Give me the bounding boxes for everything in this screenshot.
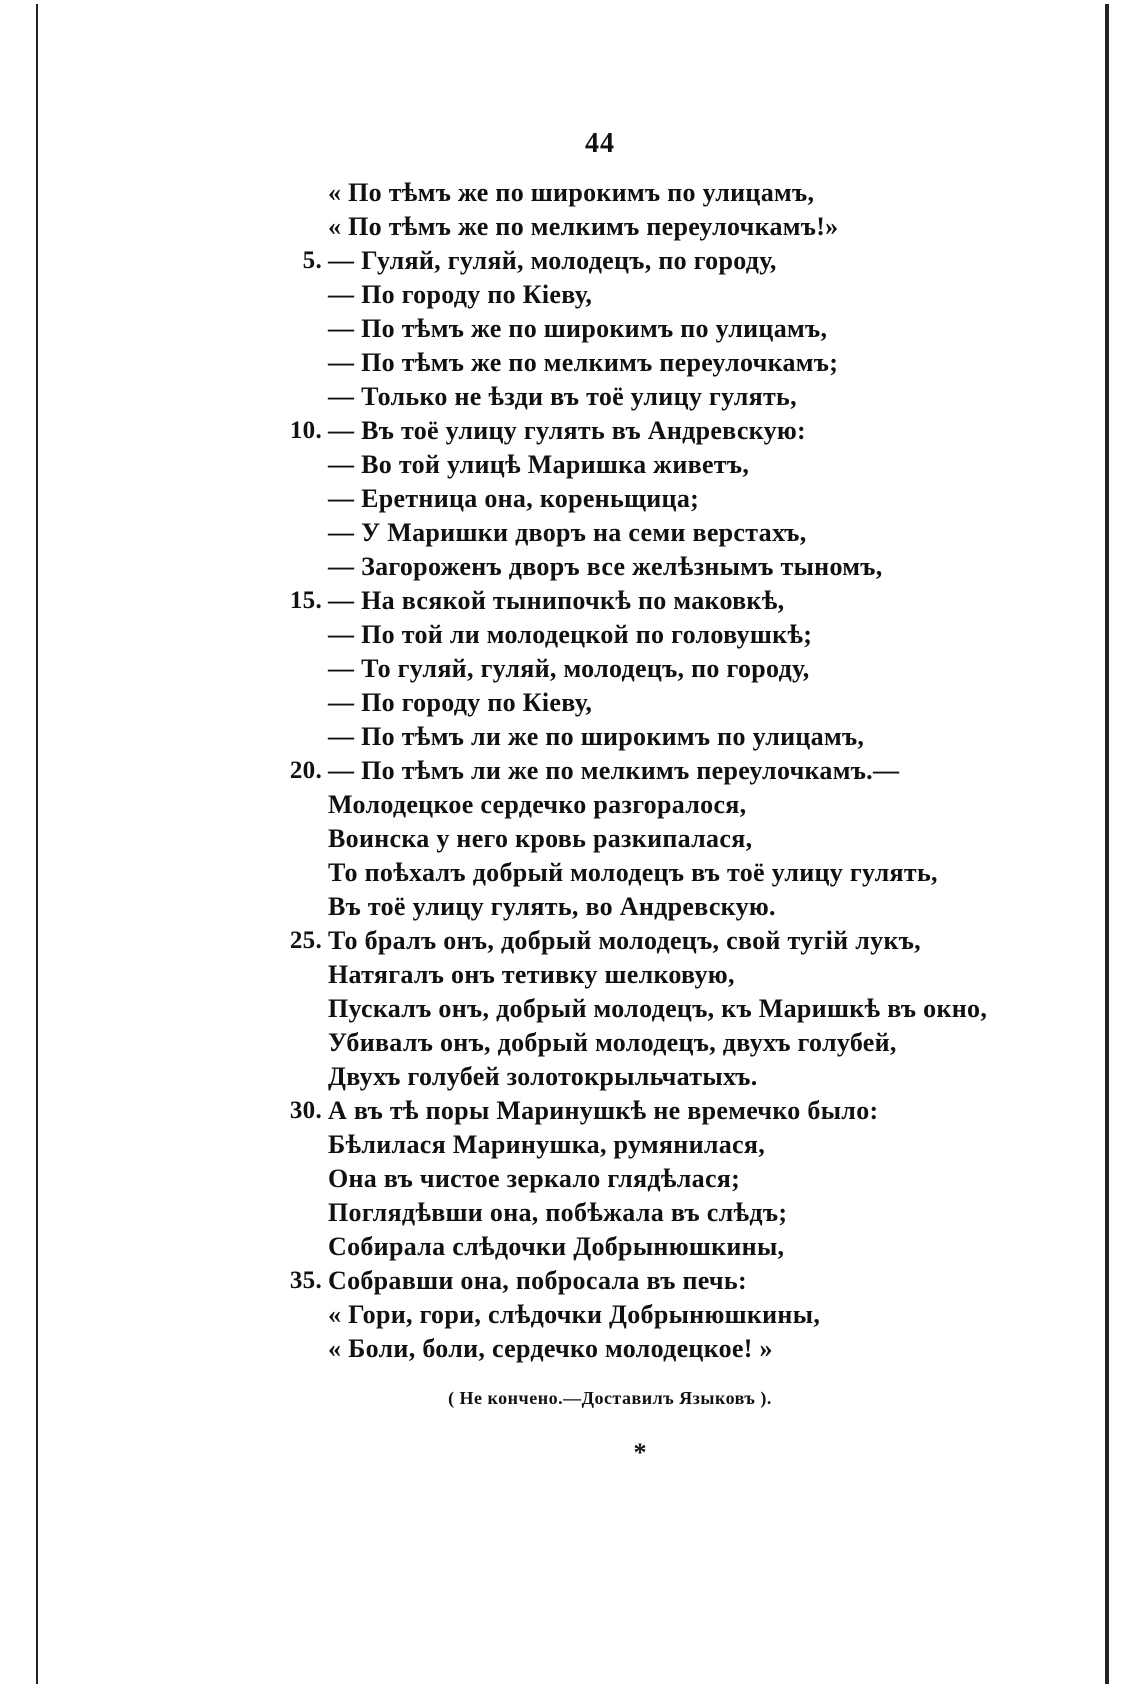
line-text: — У Маришки дворъ на семи верстахъ, <box>328 518 807 547</box>
poem-line <box>270 380 1050 414</box>
poem-line <box>270 176 1050 210</box>
line-text: Молодецкое сердечко разгоралося, <box>328 790 747 819</box>
line-text: — По городу по Кіеву, <box>328 280 593 309</box>
poem-line <box>270 720 1050 754</box>
line-number: 15. <box>289 587 322 614</box>
poem-line <box>270 1060 1050 1094</box>
line-text: « По тѣмъ же по мелкимъ переулочкамъ!» <box>328 212 839 241</box>
line-text: — Загороженъ дворъ все желѣзнымъ тыномъ, <box>328 552 883 581</box>
poem-line <box>270 890 1050 924</box>
line-text: — То гуляй, гуляй, молодецъ, по городу, <box>328 654 810 683</box>
line-text: Она въ чистое зеркало глядѣлася; <box>328 1164 741 1193</box>
poem-line <box>270 856 1050 890</box>
poem-line <box>270 1094 1050 1128</box>
poem-line <box>270 210 1050 244</box>
poem-line <box>270 1298 1050 1332</box>
line-text: Пускалъ онъ, добрый молодецъ, къ Маришкѣ въ окно, <box>328 994 988 1023</box>
poem-line <box>270 1332 1050 1366</box>
poem-line <box>270 1162 1050 1196</box>
line-text: — По тѣмъ же по широкимъ по улицамъ, <box>328 314 828 343</box>
line-text: — Еретница она, кореньщица; <box>328 484 700 513</box>
poem-line <box>270 1026 1050 1060</box>
line-text: « Боли, боли, сердечко молодецкое! » <box>328 1334 773 1363</box>
poem-line <box>270 788 1050 822</box>
ornament-asterisk: * <box>633 1438 647 1467</box>
poem-line <box>270 550 1050 584</box>
line-text: Собравши она, побросала въ печь: <box>328 1266 747 1295</box>
line-text: — По тѣмъ ли же по мелкимъ переулочкамъ.— <box>328 756 900 785</box>
line-text: — Гуляй, гуляй, молодецъ, по городу, <box>328 246 777 275</box>
poem-line <box>270 244 1050 278</box>
poem-line <box>270 924 1050 958</box>
line-text: — По городу по Кіеву, <box>328 688 593 717</box>
line-text: — По той ли молодецкой по головушкѣ; <box>328 620 813 649</box>
line-text: — На всякой тынипочкѣ по маковкѣ, <box>328 586 785 615</box>
line-text: Воинска у него кровь разкипалася, <box>328 824 753 853</box>
poem-line <box>270 414 1050 448</box>
poem-line <box>270 1230 1050 1264</box>
poem-line <box>270 652 1050 686</box>
poem-line <box>270 1196 1050 1230</box>
poem-line <box>270 448 1050 482</box>
line-number: 25. <box>289 927 322 954</box>
footnote-attribution: ( Не кончено.—Доставилъ Языковъ ). <box>448 1388 772 1408</box>
poem-line <box>270 346 1050 380</box>
line-text: « Гори, гори, слѣдочки Добрынюшкины, <box>328 1300 821 1329</box>
line-text: — Только не ѣзди въ тоё улицу гулять, <box>328 382 797 411</box>
line-text: То поѣхалъ добрый молодецъ въ тоё улицу гулять, <box>328 858 938 887</box>
line-text: Убивалъ онъ, добрый молодецъ, двухъ голубей, <box>328 1028 897 1057</box>
line-text: — По тѣмъ ли же по широкимъ по улицамъ, <box>328 722 865 751</box>
page-edge-right <box>1105 4 1109 1684</box>
poem-line <box>270 822 1050 856</box>
poem-line <box>270 312 1050 346</box>
poem-line <box>270 1264 1050 1298</box>
poem-line <box>270 1128 1050 1162</box>
line-text: Поглядѣвши она, побѣжала въ слѣдъ; <box>328 1198 788 1227</box>
line-text: « По тѣмъ же по широкимъ по улицамъ, <box>328 178 815 207</box>
poem-line <box>270 618 1050 652</box>
poem-line <box>270 516 1050 550</box>
poem-line <box>270 992 1050 1026</box>
page-number: 44 <box>585 128 615 159</box>
line-number: 5. <box>302 247 322 274</box>
line-text: Натягалъ онъ тетивку шелковую, <box>328 960 735 989</box>
poem-text <box>270 176 1050 1366</box>
line-text: — Во той улицѣ Маришка живетъ, <box>328 450 750 479</box>
line-text: Двухъ голубей золотокрыльчатыхъ. <box>328 1062 758 1091</box>
poem-line <box>270 584 1050 618</box>
line-text: То бралъ онъ, добрый молодецъ, свой тугій лукъ, <box>328 926 921 955</box>
page-edge-left <box>36 4 38 1684</box>
line-text: — По тѣмъ же по мелкимъ переулочкамъ; <box>328 348 839 377</box>
poem-line <box>270 958 1050 992</box>
poem-line <box>270 686 1050 720</box>
line-number: 10. <box>289 417 322 444</box>
line-text: Собирала слѣдочки Добрынюшкины, <box>328 1232 785 1261</box>
line-text: Бѣлилася Маринушка, румянилася, <box>328 1130 766 1159</box>
line-text: — Въ тоё улицу гулять въ Андревскую: <box>328 416 806 445</box>
poem-line <box>270 278 1050 312</box>
poem-line <box>270 482 1050 516</box>
poem-line <box>270 754 1050 788</box>
line-text: Въ тоё улицу гулять, во Андревскую. <box>328 892 776 921</box>
line-number: 20. <box>289 757 322 784</box>
line-text: А въ тѣ поры Маринушкѣ не времечко было: <box>328 1096 879 1125</box>
line-number: 30. <box>289 1097 322 1124</box>
line-number: 35. <box>289 1267 322 1294</box>
